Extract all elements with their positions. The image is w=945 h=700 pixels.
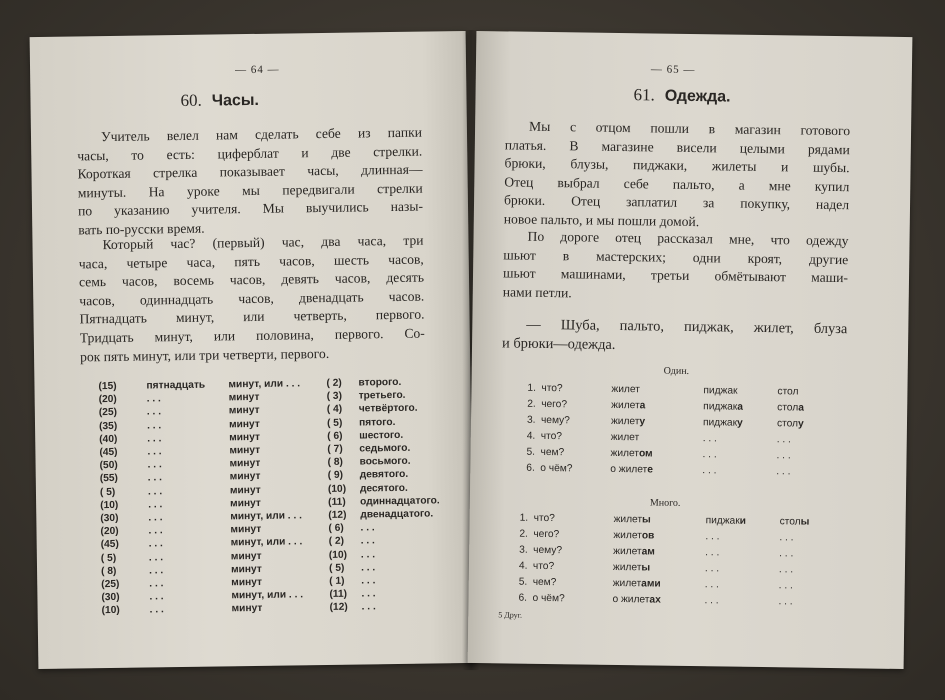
word-ending: ы bbox=[800, 516, 810, 528]
word-ending: ы bbox=[642, 513, 651, 525]
text-line: Мы с отцом пошли в магазин готового bbox=[529, 118, 851, 139]
table-cell: чему? bbox=[540, 414, 570, 426]
paragraph bbox=[77, 124, 424, 240]
word-stem: стол bbox=[777, 401, 799, 414]
table-cell: . . . bbox=[146, 393, 161, 405]
table-cell: ( 6) bbox=[328, 522, 344, 535]
table-cell: 3. bbox=[519, 544, 528, 556]
word-stem: стол bbox=[777, 385, 799, 398]
page-number: — 64 — bbox=[235, 63, 280, 77]
table-cell: . . . bbox=[147, 472, 163, 484]
word-stem: жилет bbox=[613, 545, 642, 557]
table-cell: ( 6) bbox=[327, 430, 343, 442]
lesson-number: 61. bbox=[633, 85, 655, 105]
table-cell: . . . bbox=[147, 485, 163, 498]
table-cell bbox=[777, 383, 837, 400]
word-stem: стол bbox=[779, 515, 801, 528]
table-cell: шестого. bbox=[359, 429, 404, 442]
table-cell: минут, или . . . bbox=[228, 378, 301, 391]
lesson-number: 60. bbox=[180, 90, 202, 110]
word-stem: жилет bbox=[610, 431, 640, 443]
table-cell bbox=[777, 415, 837, 432]
word-stem: . . . bbox=[704, 594, 719, 606]
table-cell: чем? bbox=[532, 576, 557, 588]
table-cell: минут, или . . . bbox=[230, 510, 303, 523]
table-cell bbox=[706, 512, 780, 529]
word-ending: ы bbox=[641, 561, 651, 573]
text-line: шьют в мастерских; одни кроят, другие bbox=[503, 246, 849, 267]
table-cell: (10) bbox=[101, 605, 120, 617]
paragraph bbox=[78, 232, 425, 367]
table-cell: (30) bbox=[101, 591, 120, 604]
text-line: Учитель велел нам сделать себе из папки bbox=[100, 124, 423, 145]
word-ending: а bbox=[737, 401, 744, 413]
plural-declension-table bbox=[518, 510, 839, 610]
text-line: рок пять минут, или три четверти, первого. bbox=[79, 345, 330, 364]
table-cell: . . . bbox=[147, 433, 162, 445]
word-stem: жилет bbox=[611, 383, 640, 395]
paragraph bbox=[502, 315, 847, 357]
table-cell: . . . bbox=[148, 512, 163, 524]
lesson-title bbox=[633, 85, 730, 106]
text-line: Отец выбрал себе пальто, а мне купил bbox=[504, 174, 850, 194]
left-page bbox=[30, 31, 475, 669]
text-line: Короткая стрелка показывает часы, длинная— bbox=[77, 161, 423, 182]
singular-heading: Один. bbox=[663, 365, 690, 377]
table-cell: . . . bbox=[360, 535, 375, 547]
table-cell: ( 5) bbox=[99, 486, 116, 498]
table-cell: (20) bbox=[98, 394, 117, 406]
table-cell: ( 5) bbox=[326, 417, 343, 429]
word-stem: . . . bbox=[776, 449, 791, 461]
table-cell: девятого. bbox=[359, 469, 409, 481]
word-ending: а bbox=[798, 402, 804, 414]
table-cell bbox=[610, 461, 702, 478]
word-stem: жилет bbox=[610, 447, 640, 459]
text-line: семь часов, восемь часов, девять часов, десять bbox=[78, 269, 425, 290]
text-line: Тридцать минут, или половина, первого. Со- bbox=[79, 325, 425, 346]
table-cell: минут bbox=[229, 484, 261, 496]
text-line: платья. В магазине висели целыми рядами bbox=[504, 136, 850, 157]
table-cell bbox=[611, 397, 703, 414]
text-line: Который час? (первый) час, два часа, три bbox=[102, 232, 424, 253]
table-cell: минут bbox=[228, 405, 260, 417]
word-stem: пиджак bbox=[703, 384, 738, 397]
table-cell: 1. bbox=[527, 382, 537, 394]
table-cell: 2. bbox=[519, 528, 528, 540]
table-cell: . . . bbox=[149, 604, 164, 616]
table-cell: четвёртого. bbox=[358, 403, 418, 415]
table-cell: . . . bbox=[361, 588, 376, 600]
text-line: минуты. На уроке мы передвигали стрелки bbox=[77, 180, 423, 201]
table-cell: ( 8) bbox=[100, 565, 117, 577]
word-stem: . . . bbox=[778, 595, 793, 607]
table-cell: . . . bbox=[147, 459, 162, 471]
text-line: брюки. Отец заплатил за покупку, надел bbox=[503, 192, 850, 213]
table-cell: одиннадцатого. bbox=[360, 495, 440, 508]
table-cell: 4. bbox=[526, 430, 536, 442]
table-cell: (55) bbox=[99, 473, 118, 485]
table-cell: . . . bbox=[360, 562, 376, 574]
table-cell bbox=[776, 463, 836, 480]
table-cell bbox=[703, 430, 777, 447]
table-cell: ( 1) bbox=[329, 575, 345, 587]
table-cell: минут bbox=[230, 563, 262, 576]
table-cell bbox=[613, 559, 705, 576]
table-cell: минут, или . . . bbox=[230, 536, 303, 549]
table-cell bbox=[779, 561, 839, 578]
table-cell bbox=[702, 462, 776, 479]
table-cell bbox=[779, 577, 839, 594]
table-cell bbox=[611, 381, 703, 398]
word-stem: . . . bbox=[776, 433, 791, 445]
word-stem: . . . bbox=[702, 464, 717, 476]
table-cell: что? bbox=[532, 560, 555, 572]
word-stem: жилет bbox=[613, 513, 643, 525]
table-cell: . . . bbox=[149, 578, 164, 590]
table-cell: . . . bbox=[360, 548, 376, 561]
table-cell: восьмого. bbox=[359, 456, 411, 468]
singular-declension-table bbox=[526, 380, 837, 480]
text-line: вать по-русски время. bbox=[78, 220, 205, 238]
table-cell: минут bbox=[229, 431, 261, 444]
table-cell: (20) bbox=[100, 526, 119, 538]
table-cell: ( 3) bbox=[326, 391, 343, 403]
table-cell: . . . bbox=[148, 499, 163, 511]
table-cell: . . . bbox=[148, 525, 163, 537]
table-cell: . . . bbox=[147, 446, 162, 458]
word-stem: жилет bbox=[612, 561, 642, 573]
table-cell: ( 4) bbox=[326, 404, 343, 416]
table-cell: седьмого. bbox=[359, 442, 411, 455]
text-line: Пятнадцать минут, или четверть, первого. bbox=[79, 306, 425, 327]
word-ending: а bbox=[639, 399, 646, 411]
table-cell: 6. bbox=[526, 462, 535, 474]
table-cell: второго. bbox=[358, 377, 402, 389]
table-cell bbox=[778, 593, 838, 610]
table-cell bbox=[613, 527, 705, 544]
table-cell: . . . bbox=[148, 538, 163, 550]
table-cell: . . . bbox=[360, 522, 375, 534]
plural-heading: Много. bbox=[649, 497, 681, 509]
table-cell: десятого. bbox=[359, 482, 408, 495]
table-cell: минут bbox=[229, 444, 261, 457]
word-stem: . . . bbox=[704, 562, 720, 574]
word-stem: о жилет bbox=[612, 593, 650, 605]
table-cell bbox=[614, 511, 706, 528]
lesson-title-text: Часы. bbox=[211, 91, 260, 110]
table-cell: о чём? bbox=[540, 462, 573, 474]
text-line: брюки, блузы, пиджаки, жилеты и шубы. bbox=[504, 155, 850, 176]
table-cell: (15) bbox=[98, 380, 117, 393]
table-cell: двенадцатого. bbox=[360, 508, 434, 521]
right-page bbox=[468, 31, 913, 669]
table-cell bbox=[780, 513, 840, 530]
table-cell: 6. bbox=[518, 592, 528, 604]
word-stem: жилет bbox=[612, 577, 642, 589]
table-cell: пятнадцать bbox=[146, 379, 206, 392]
text-line: нами петли. bbox=[502, 284, 572, 301]
table-cell bbox=[704, 592, 778, 609]
table-cell: ( 5) bbox=[328, 562, 345, 574]
table-cell: чего? bbox=[541, 398, 568, 410]
table-cell: ( 8) bbox=[327, 456, 343, 469]
word-ending: ов bbox=[641, 529, 655, 542]
table-cell bbox=[705, 544, 779, 561]
word-ending: у bbox=[737, 417, 743, 429]
word-stem: . . . bbox=[702, 432, 718, 444]
table-cell: . . . bbox=[146, 419, 162, 432]
table-cell: 5. bbox=[518, 576, 528, 588]
table-row bbox=[526, 460, 836, 480]
table-cell: 3. bbox=[526, 414, 536, 426]
word-ending: и bbox=[739, 515, 747, 527]
text-line: часа, четыре часа, пять часов, шесть часов, bbox=[78, 251, 424, 272]
table-cell: ( 7) bbox=[327, 443, 343, 455]
table-cell bbox=[611, 413, 703, 430]
table-cell: . . . bbox=[148, 551, 164, 563]
table-cell bbox=[613, 543, 705, 560]
table-cell: минут bbox=[228, 418, 260, 430]
table-cell: . . . bbox=[361, 601, 376, 613]
table-cell bbox=[777, 431, 837, 448]
table-cell: чему? bbox=[533, 544, 563, 556]
text-line: — Шуба, пальто, пиджак, жилет, блуза bbox=[526, 316, 848, 338]
table-cell bbox=[705, 560, 779, 577]
table-cell: третьего. bbox=[358, 390, 406, 402]
table-cell: ( 2) bbox=[328, 536, 345, 548]
table-cell bbox=[703, 382, 777, 399]
lesson-title-text: Одежда. bbox=[664, 87, 731, 106]
table-cell: что? bbox=[540, 430, 563, 442]
word-stem: о жилет bbox=[610, 463, 648, 475]
table-cell: . . . bbox=[149, 591, 164, 603]
table-cell bbox=[776, 447, 836, 464]
word-ending: у bbox=[797, 418, 804, 430]
word-stem: . . . bbox=[776, 465, 791, 477]
text-line: часы, то есть: циферблат и две стрелки. bbox=[77, 143, 423, 164]
word-stem: . . . bbox=[702, 448, 717, 460]
table-cell: минут, или . . . bbox=[231, 589, 304, 602]
word-stem: пиджак bbox=[702, 416, 738, 429]
word-ending: у bbox=[639, 415, 646, 427]
table-cell: (30) bbox=[100, 512, 119, 525]
table-cell: (12) bbox=[329, 601, 348, 614]
word-ending: ам bbox=[641, 545, 655, 558]
table-cell: . . . bbox=[148, 564, 164, 577]
table-cell bbox=[777, 399, 837, 416]
word-stem: . . . bbox=[778, 579, 793, 591]
table-cell: ( 2) bbox=[326, 377, 342, 390]
time-exercise-table bbox=[98, 375, 471, 618]
table-cell: (11) bbox=[329, 588, 348, 601]
table-cell: минут bbox=[229, 458, 261, 470]
word-ending: е bbox=[647, 463, 654, 475]
table-cell: 4. bbox=[518, 560, 528, 572]
word-stem: жилет bbox=[610, 415, 640, 427]
table-cell: (25) bbox=[101, 578, 120, 591]
table-cell: минут bbox=[229, 471, 261, 483]
table-cell bbox=[705, 528, 779, 545]
table-cell: минут bbox=[231, 603, 263, 615]
lesson-title bbox=[180, 90, 259, 111]
table-cell: что? bbox=[533, 512, 555, 524]
table-cell bbox=[613, 575, 705, 592]
table-cell: ( 5) bbox=[100, 552, 117, 564]
table-cell: (10) bbox=[328, 549, 348, 561]
text-line: По дороге отец рассказал мне, что одежду bbox=[527, 228, 849, 249]
word-stem: пиджак bbox=[705, 514, 740, 527]
table-cell: чего? bbox=[533, 528, 560, 540]
text-line: по указанию учителя. Мы выучились назы- bbox=[77, 198, 424, 219]
table-cell: минут bbox=[230, 497, 261, 510]
table-cell: (10) bbox=[100, 499, 119, 511]
table-cell bbox=[703, 414, 777, 431]
table-cell: минут bbox=[230, 550, 262, 562]
word-stem: . . . bbox=[778, 563, 794, 575]
table-cell bbox=[779, 545, 839, 562]
table-cell: минут bbox=[230, 524, 262, 536]
word-ending: ами bbox=[641, 577, 661, 590]
table-cell: (45) bbox=[100, 539, 119, 551]
table-cell: пятого. bbox=[358, 416, 396, 429]
table-cell: минут bbox=[228, 392, 260, 404]
table-cell: (25) bbox=[98, 407, 118, 419]
text-line: шьют машинами, третьи обмётывают маши- bbox=[502, 265, 849, 286]
table-cell bbox=[612, 591, 704, 608]
word-stem: . . . bbox=[779, 547, 794, 559]
word-ending: ах bbox=[649, 593, 661, 606]
word-stem: . . . bbox=[779, 531, 794, 543]
table-cell: чем? bbox=[540, 446, 565, 458]
table-row bbox=[518, 590, 838, 610]
table-cell bbox=[779, 529, 839, 546]
table-cell: 1. bbox=[519, 512, 529, 524]
table-cell: (35) bbox=[98, 420, 118, 432]
table-cell: 5. bbox=[526, 446, 536, 458]
text-line: и брюки—одежда. bbox=[501, 334, 616, 353]
table-cell bbox=[610, 445, 702, 462]
table-cell: (45) bbox=[99, 446, 118, 459]
word-stem: жилет bbox=[611, 399, 640, 411]
table-cell: (40) bbox=[99, 433, 118, 445]
paragraph bbox=[503, 227, 849, 306]
word-ending: ом bbox=[638, 447, 653, 459]
printer-signature: 5 Друг. bbox=[498, 610, 523, 620]
word-stem: . . . bbox=[704, 578, 719, 590]
table-cell: 2. bbox=[527, 398, 536, 410]
word-stem: жилет bbox=[613, 529, 642, 541]
table-cell: (12) bbox=[328, 509, 347, 521]
word-stem: стол bbox=[776, 417, 799, 430]
table-cell bbox=[611, 429, 703, 446]
page-number: — 65 — bbox=[650, 63, 696, 77]
table-cell bbox=[703, 398, 777, 415]
table-cell bbox=[702, 446, 776, 463]
text-line: новое пальто, и мы пошли домой. bbox=[503, 211, 700, 230]
word-stem: . . . bbox=[705, 546, 720, 558]
word-stem: пиджак bbox=[703, 400, 738, 413]
table-cell: о чём? bbox=[532, 592, 565, 604]
table-cell: (11) bbox=[328, 496, 346, 508]
table-cell: что? bbox=[541, 382, 563, 394]
table-cell: . . . bbox=[146, 406, 162, 418]
word-stem: . . . bbox=[705, 530, 720, 542]
table-cell: (50) bbox=[99, 460, 118, 472]
paragraph bbox=[504, 117, 851, 233]
table-cell: (10) bbox=[327, 483, 347, 495]
text-line: часов, одиннадцать часов, двенадцать часов. bbox=[79, 288, 425, 309]
table-cell: ( 9) bbox=[327, 470, 344, 482]
table-cell: . . . bbox=[361, 575, 376, 587]
table-cell bbox=[705, 576, 779, 593]
table-cell: минут bbox=[231, 576, 263, 589]
